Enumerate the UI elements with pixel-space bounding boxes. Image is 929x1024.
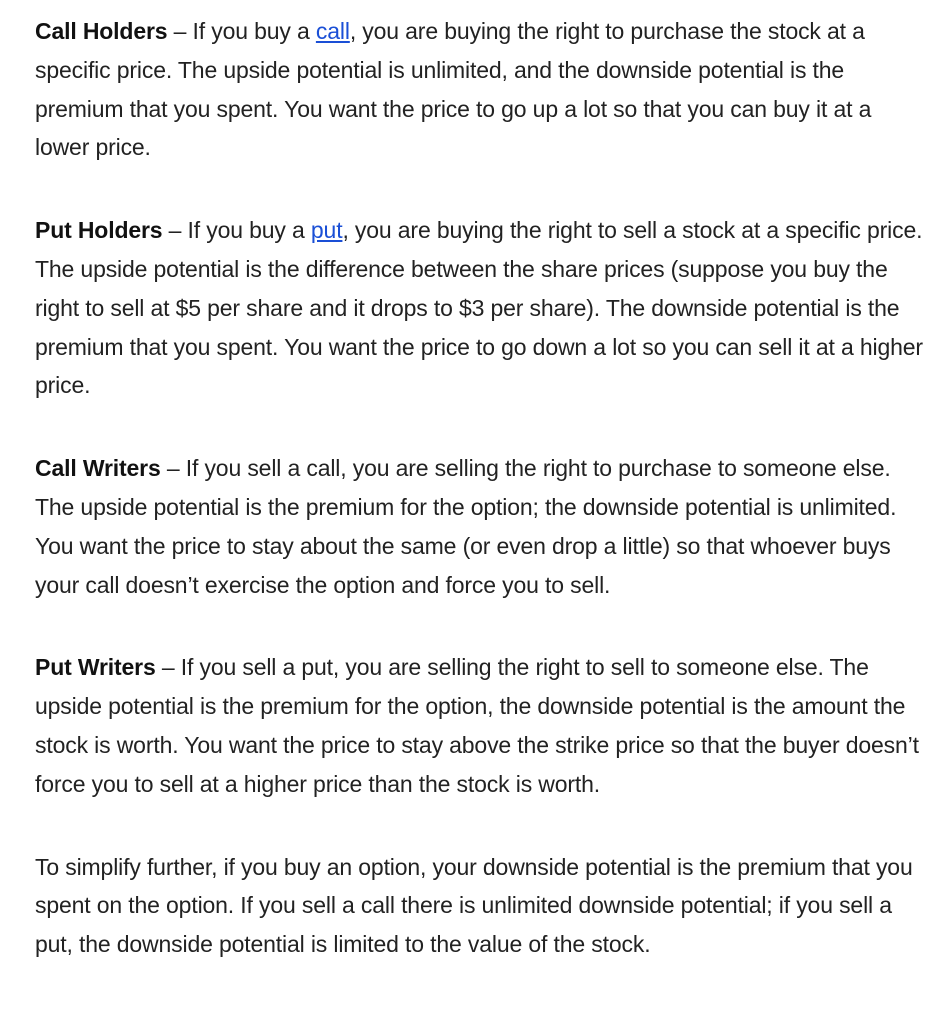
paragraph-text: To simplify further, if you buy an option, your downside potential is the premium that you spent on the option. If you sell a call there is unlimited downside potential; if you sell a put, the downside potential is limited to the value of the stock. [35, 853, 913, 958]
paragraph-text: If you sell a put, you are selling the right to sell to someone else. The upside potential is the premium for the option, the downside potential is the amount the stock is worth. You want the price to stay above the strike price so that the buyer doesn’t force you to sell at a higher price than the stock is worth. [35, 654, 919, 797]
term-put-holders: Put Holders [35, 217, 163, 244]
term-put-writers: Put Writers [35, 654, 156, 681]
paragraph-text: If you buy a [192, 18, 316, 44]
paragraph-put-holders [35, 211, 925, 405]
paragraph-put-writers [35, 648, 925, 803]
term-separator: – [162, 217, 188, 244]
term-call-holders: Call Holders [35, 18, 168, 44]
paragraph-summary [35, 848, 925, 964]
paragraph-text: If you sell a call, you are selling the right to purchase to someone else. The upside potential is the premium for the option; the downside potential is unlimited. You want the price to stay about the same (or even drop a little) so that whoever buys your call doesn’t exercise the option and force you to sell. [35, 455, 897, 598]
article-body [35, 12, 925, 1008]
term-separator: – [160, 455, 186, 482]
paragraph-text: If you buy a [187, 217, 311, 244]
paragraph-text: , you are buying the right to purchase the stock at a specific price. The upside potential is unlimited, and the downside potential is the premium that you spent. You want the price to go up a lot so that you can buy it at a lower price. [35, 18, 872, 161]
call-link[interactable]: call [315, 18, 350, 44]
term-separator: – [155, 654, 181, 681]
term-separator: – [167, 18, 193, 44]
paragraph-call-holders [35, 12, 925, 167]
put-link[interactable]: put [310, 217, 343, 244]
paragraph-text: , you are buying the right to sell a stock at a specific price. The upside potential is the difference between the share prices (suppose you buy the right to sell at $5 per share and it drops to $3 per share). The downside potential is the premium that you spent. You want the price to go down a lot so you can sell it at a higher price. [35, 217, 923, 399]
paragraph-call-writers [35, 449, 925, 604]
term-call-writers: Call Writers [35, 455, 161, 482]
